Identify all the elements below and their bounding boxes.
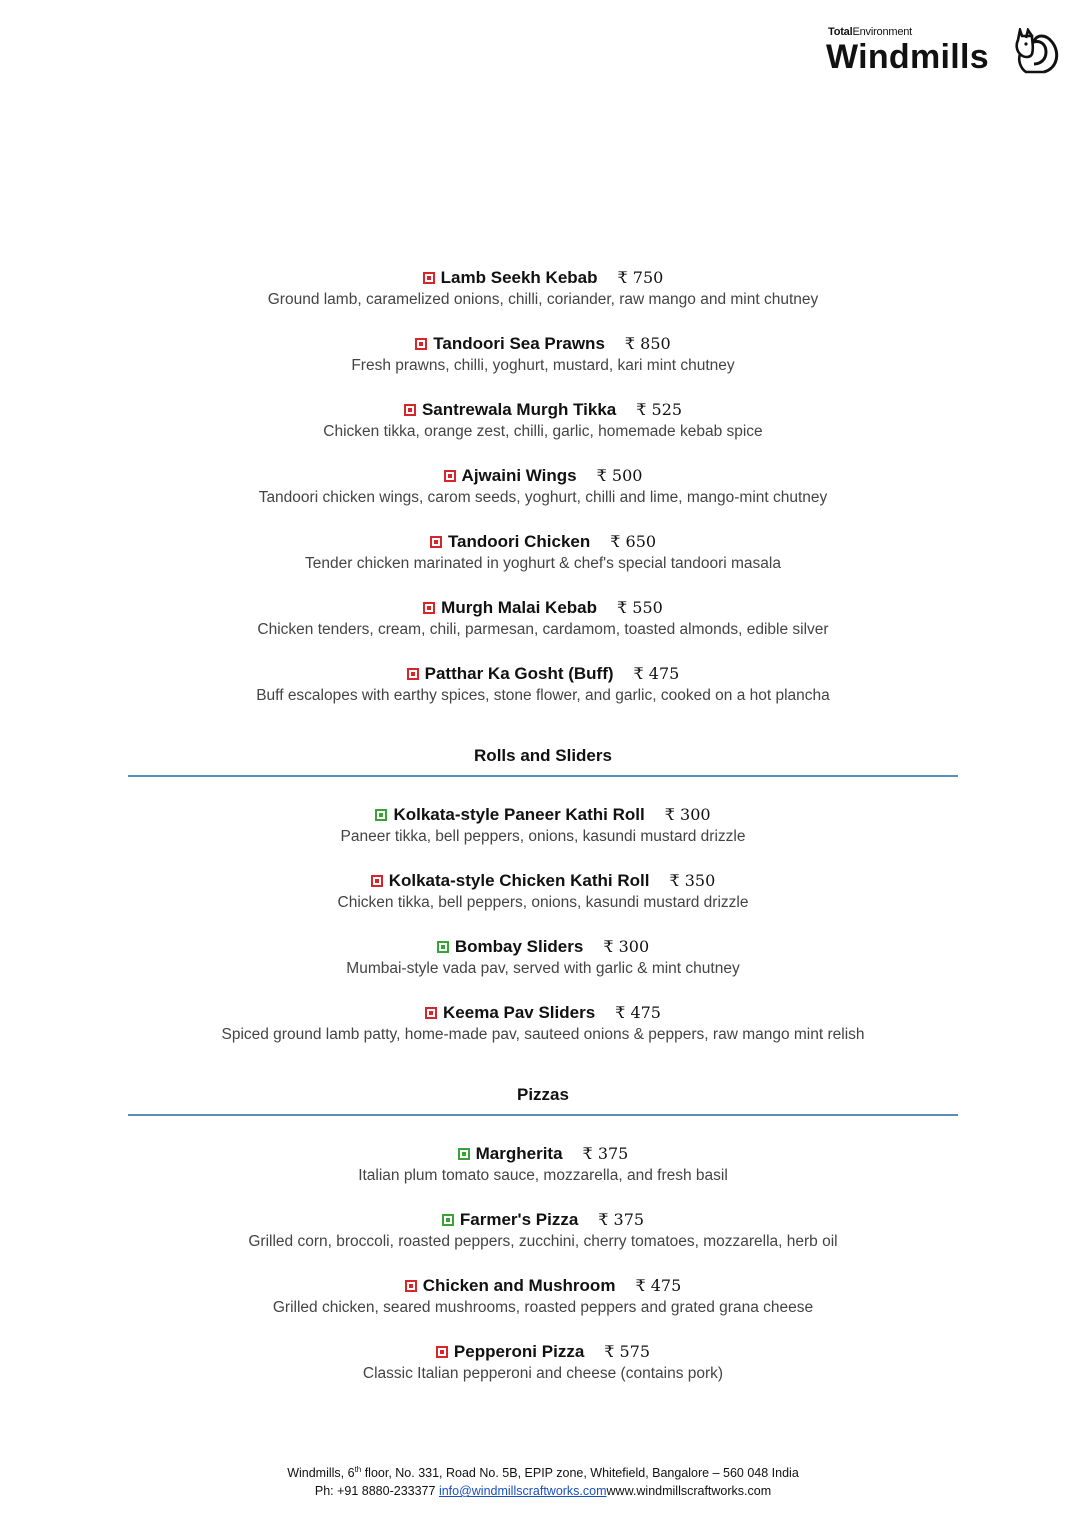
menu-item [0,803,1086,869]
non-veg-indicator-icon [425,1007,437,1019]
non-veg-indicator-icon [423,272,435,284]
menu-item-description: Mumbai-style vada pav, served with garlic & mint chutney [346,960,740,977]
menu-item-price: ₹ 375 [598,1210,645,1229]
footer-address: Windmills, 6th floor, No. 331, Road No. 5B, EPIP zone, Whitefield, Bangalore – 560 048 India [287,1465,799,1481]
veg-indicator-icon [437,941,449,953]
menu-item-header [0,530,1086,554]
menu-item-description: Grilled corn, broccoli, roasted peppers, zucchini, cherry tomatoes, mozzarella, herb oil [248,1233,838,1250]
non-veg-indicator-icon [371,875,383,887]
menu-item-description: Ground lamb, caramelized onions, chilli, coriander, raw mango and mint chutney [267,291,819,308]
menu-item-name: Tandoori Chicken [447,532,591,551]
menu-item-name: Kolkata-style Chicken Kathi Roll [388,871,650,890]
menu-item [0,266,1086,332]
menu-item-description: Grilled chicken, seared mushrooms, roasted peppers and grated grana cheese [272,1299,814,1316]
menu-item-name: Margherita [475,1144,563,1163]
menu-item [0,869,1086,935]
menu-item-name: Ajwaini Wings [461,466,577,485]
menu-item-header [0,1142,1086,1166]
menu-item-price: ₹ 750 [617,268,664,287]
menu-item-description: Spiced ground lamb patty, home-made pav, sauteed onions & peppers, raw mango mint relish [221,1026,865,1043]
menu-item-price: ₹ 575 [604,1342,651,1361]
veg-indicator-icon [458,1148,470,1160]
non-veg-indicator-icon [405,1280,417,1292]
menu-item-name: Tandoori Sea Prawns [433,334,605,353]
menu-item-price: ₹ 475 [633,664,680,683]
menu-item [0,1340,1086,1406]
menu-item-price: ₹ 650 [610,532,657,551]
menu-item-header [0,1001,1086,1025]
menu-item [0,1142,1086,1208]
section-title: Pizzas [517,1085,569,1104]
menu-item [0,332,1086,398]
menu-section [0,266,1086,728]
menu-item [0,596,1086,662]
menu-item-header [0,596,1086,620]
menu-item-header [0,935,1086,959]
menu-item-name: Keema Pav Sliders [443,1003,596,1022]
menu-item-header [0,398,1086,422]
non-veg-indicator-icon [430,536,442,548]
menu-item-description: Fresh prawns, chilli, yoghurt, mustard, kari mint chutney [351,357,735,374]
non-veg-indicator-icon [415,338,427,350]
menu-item-price: ₹ 300 [664,805,711,824]
menu-item [0,662,1086,728]
veg-indicator-icon [375,809,387,821]
menu-item-price: ₹ 475 [635,1276,682,1295]
menu-item-name: Murgh Malai Kebab [441,598,598,617]
menu-item-header [0,1340,1086,1364]
menu-item-price: ₹ 350 [669,871,716,890]
menu-item [0,398,1086,464]
email-link[interactable]: info@windmillscraftworks.com [438,1484,607,1499]
menu-item-name: Patthar Ka Gosht (Buff) [424,664,614,683]
menu-item [0,1208,1086,1274]
menu-item [0,530,1086,596]
menu-item-price: ₹ 550 [617,598,663,617]
brand-parent: TotalEnvironment [828,26,913,38]
non-veg-indicator-icon [404,404,416,416]
menu-item-header [0,266,1086,290]
menu-item-header [0,1208,1086,1232]
non-veg-indicator-icon [407,668,419,680]
menu-item-description: Tender chicken marinated in yoghurt & chef's special tandoori masala [305,555,781,572]
non-veg-indicator-icon [436,1346,448,1358]
squirrel-icon [1014,28,1060,76]
menu-item-name: Lamb Seekh Kebab [440,268,598,287]
non-veg-indicator-icon [444,470,456,482]
menu-item-name: Santrewala Murgh Tikka [421,400,617,419]
footer-contact: Ph: +91 8880-233377 info@windmillscraftworks.comwww.windmillscraftworks.com [314,1484,772,1499]
menu-item-price: ₹ 525 [636,400,683,419]
menu-item-description: Italian plum tomato sauce, mozzarella, and fresh basil [358,1167,728,1184]
menu-item [0,935,1086,1001]
menu-item-description: Chicken tikka, bell peppers, onions, kasundi mustard drizzle [337,894,749,911]
menu-item-header [0,464,1086,488]
menu-item-header [0,803,1086,827]
menu-item-description: Classic Italian pepperoni and cheese (contains pork) [362,1365,724,1382]
menu-item-price: ₹ 300 [603,937,650,956]
menu-item-header [0,332,1086,356]
menu-item-name: Pepperoni Pizza [453,1342,585,1361]
menu-item-price: ₹ 475 [615,1003,661,1022]
section-header [128,728,958,777]
menu-item-header [0,662,1086,686]
menu-item [0,464,1086,530]
menu-section [0,728,1086,1067]
menu-item-price: ₹ 500 [596,466,643,485]
menu-item-description: Paneer tikka, bell peppers, onions, kasundi mustard drizzle [340,828,746,845]
menu-item [0,1274,1086,1340]
website-text: www.windmillscraftworks.com [606,1484,772,1499]
menu-item-description: Chicken tikka, orange zest, chilli, garlic, homemade kebab spice [323,423,763,440]
brand-name: Windmills [826,38,989,76]
menu-section [0,1067,1086,1406]
menu-item-description: Buff escalopes with earthy spices, stone flower, and garlic, cooked on a hot plancha [256,687,830,704]
menu-item-price: ₹ 850 [624,334,671,353]
menu [0,266,1086,1406]
veg-indicator-icon [442,1214,454,1226]
menu-item-price: ₹ 375 [582,1144,629,1163]
section-header [128,1067,958,1116]
menu-item-name: Farmer's Pizza [459,1210,579,1229]
footer [0,1461,1086,1500]
menu-item [0,1001,1086,1067]
section-title: Rolls and Sliders [474,746,612,765]
menu-item-description: Tandoori chicken wings, carom seeds, yoghurt, chilli and lime, mango-mint chutney [258,489,828,506]
menu-item-name: Kolkata-style Paneer Kathi Roll [393,805,645,824]
menu-item-header [0,1274,1086,1298]
brand-logo [824,26,1064,82]
non-veg-indicator-icon [423,602,435,614]
menu-item-description: Chicken tenders, cream, chili, parmesan, cardamom, toasted almonds, edible silver [257,621,829,638]
menu-item-name: Chicken and Mushroom [422,1276,616,1295]
menu-item-header [0,869,1086,893]
menu-item-name: Bombay Sliders [454,937,584,956]
